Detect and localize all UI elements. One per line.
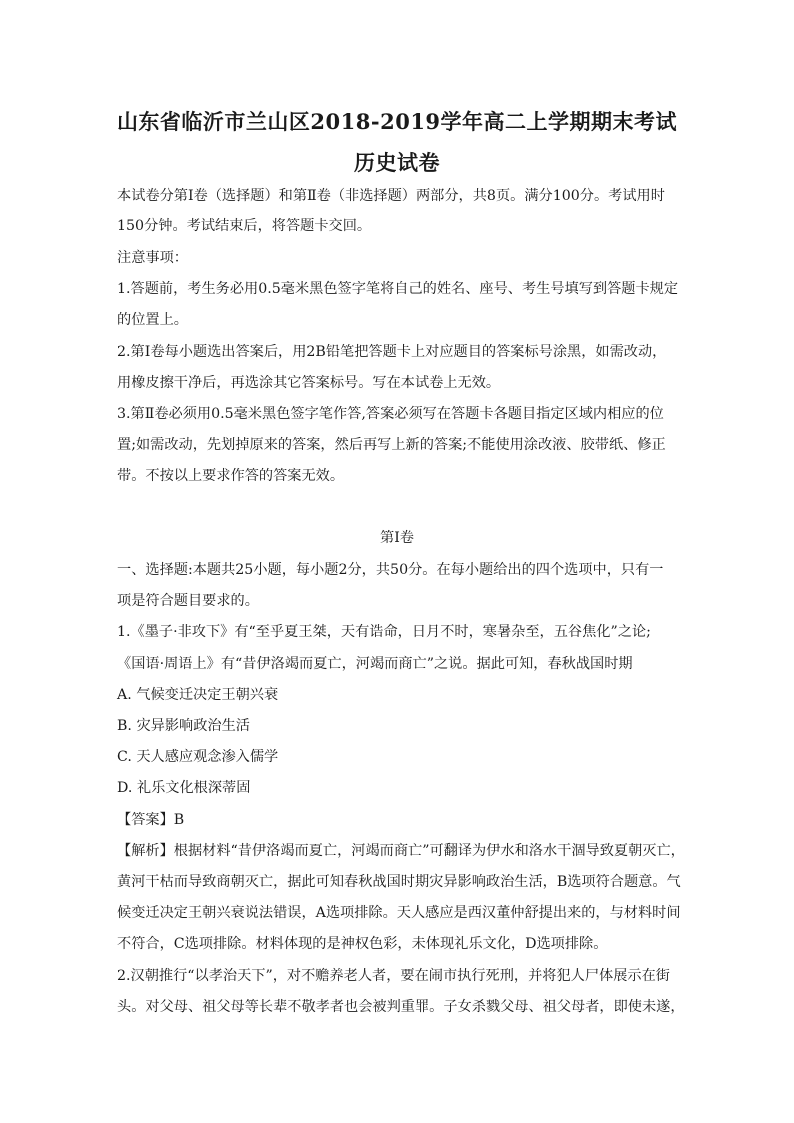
analysis-line: 【解析】根据材料“昔伊洛竭而夏亡，河竭而商亡”可翻译为伊水和洛水干涸导致夏朝灭亡， — [117, 843, 685, 859]
analysis-line: 候变迁决定王朝兴衰说法错误，A选项排除。天人感应是西汉董仲舒提出来的，与材料时间 — [117, 905, 681, 921]
document-title: 山东省临沂市兰山区2018-2019学年高二上学期期末考试 — [116, 109, 678, 134]
option-b: B. 灾异影响政治生活 — [117, 718, 250, 734]
question-stem-line: 2.汉朝推行“以孝治天下”，对不赡养老人者，要在闹市执行死刑，并将犯人尸体展示在街 — [117, 968, 670, 984]
intro-line: 本试卷分第Ⅰ卷（选择题）和第Ⅱ卷（非选择题）两部分，共8页。满分100分。考试用时 — [117, 188, 665, 204]
notice-line: 用橡皮擦干净后，再选涂其它答案标号。写在本试卷上无效。 — [117, 375, 501, 391]
intro-line: 150分钟。考试结束后，将答题卡交回。 — [117, 218, 372, 234]
document-subtitle: 历史试卷 — [354, 150, 440, 175]
notice-line: 置;如需改动，先划掉原来的答案，然后再写上新的答案;不能使用涂改液、胶带纸、修正 — [117, 437, 666, 453]
notice-line: 的位置上。 — [117, 312, 188, 328]
notice-line: 3.第Ⅱ卷必须用0.5毫米黑色签字笔作答,答案必须写在答题卡各题目指定区域内相应的位 — [117, 406, 664, 422]
question-stem-line: 《国语·周语上》有“昔伊洛竭而夏亡，河竭而商亡”之说。据此可知，春秋战国时期 — [117, 656, 633, 672]
notice-heading: 注意事项： — [117, 250, 188, 266]
option-a: A. 气候变迁决定王朝兴衰 — [117, 687, 279, 703]
section-title: 第Ⅰ卷 — [380, 530, 414, 546]
question-stem-line: 头。对父母、祖父母等长辈不敬孝者也会被判重罪。子女杀戮父母、祖父母者，即使未遂， — [117, 999, 685, 1015]
notice-line: 1.答题前，考生务必用0.5毫米黑色签字笔将自己的姓名、座号、考生号填写到答题卡规定 — [117, 281, 679, 297]
notice-line: 带。不按以上要求作答的答案无效。 — [117, 468, 345, 484]
section-intro-line: 一、选择题:本题共25小题，每小题2分，共50分。在每小题给出的四个选项中，只有一 — [117, 562, 664, 578]
option-c: C. 天人感应观念渗入儒学 — [117, 749, 279, 765]
section-intro-line: 项是符合题目要求的。 — [117, 593, 259, 609]
notice-line: 2.第Ⅰ卷每小题选出答案后，用2B铅笔把答题卡上对应题目的答案标号涂黑，如需改动， — [117, 344, 667, 360]
option-d: D. 礼乐文化根深蒂固 — [117, 780, 251, 796]
analysis-line: 不符合，C选项排除。材料体现的是神权色彩，未体现礼乐文化，D选项排除。 — [117, 936, 608, 952]
answer-line: 【答案】B — [117, 812, 185, 828]
analysis-line: 黄河干枯而导致商朝灭亡，据此可知春秋战国时期灾异影响政治生活，B选项符合题意。气 — [117, 874, 681, 890]
question-stem-line: 1.《墨子·非攻下》有“至乎夏王桀，天有诰命，日月不时，寒暑杂至，五谷焦化”之论; — [117, 624, 651, 640]
